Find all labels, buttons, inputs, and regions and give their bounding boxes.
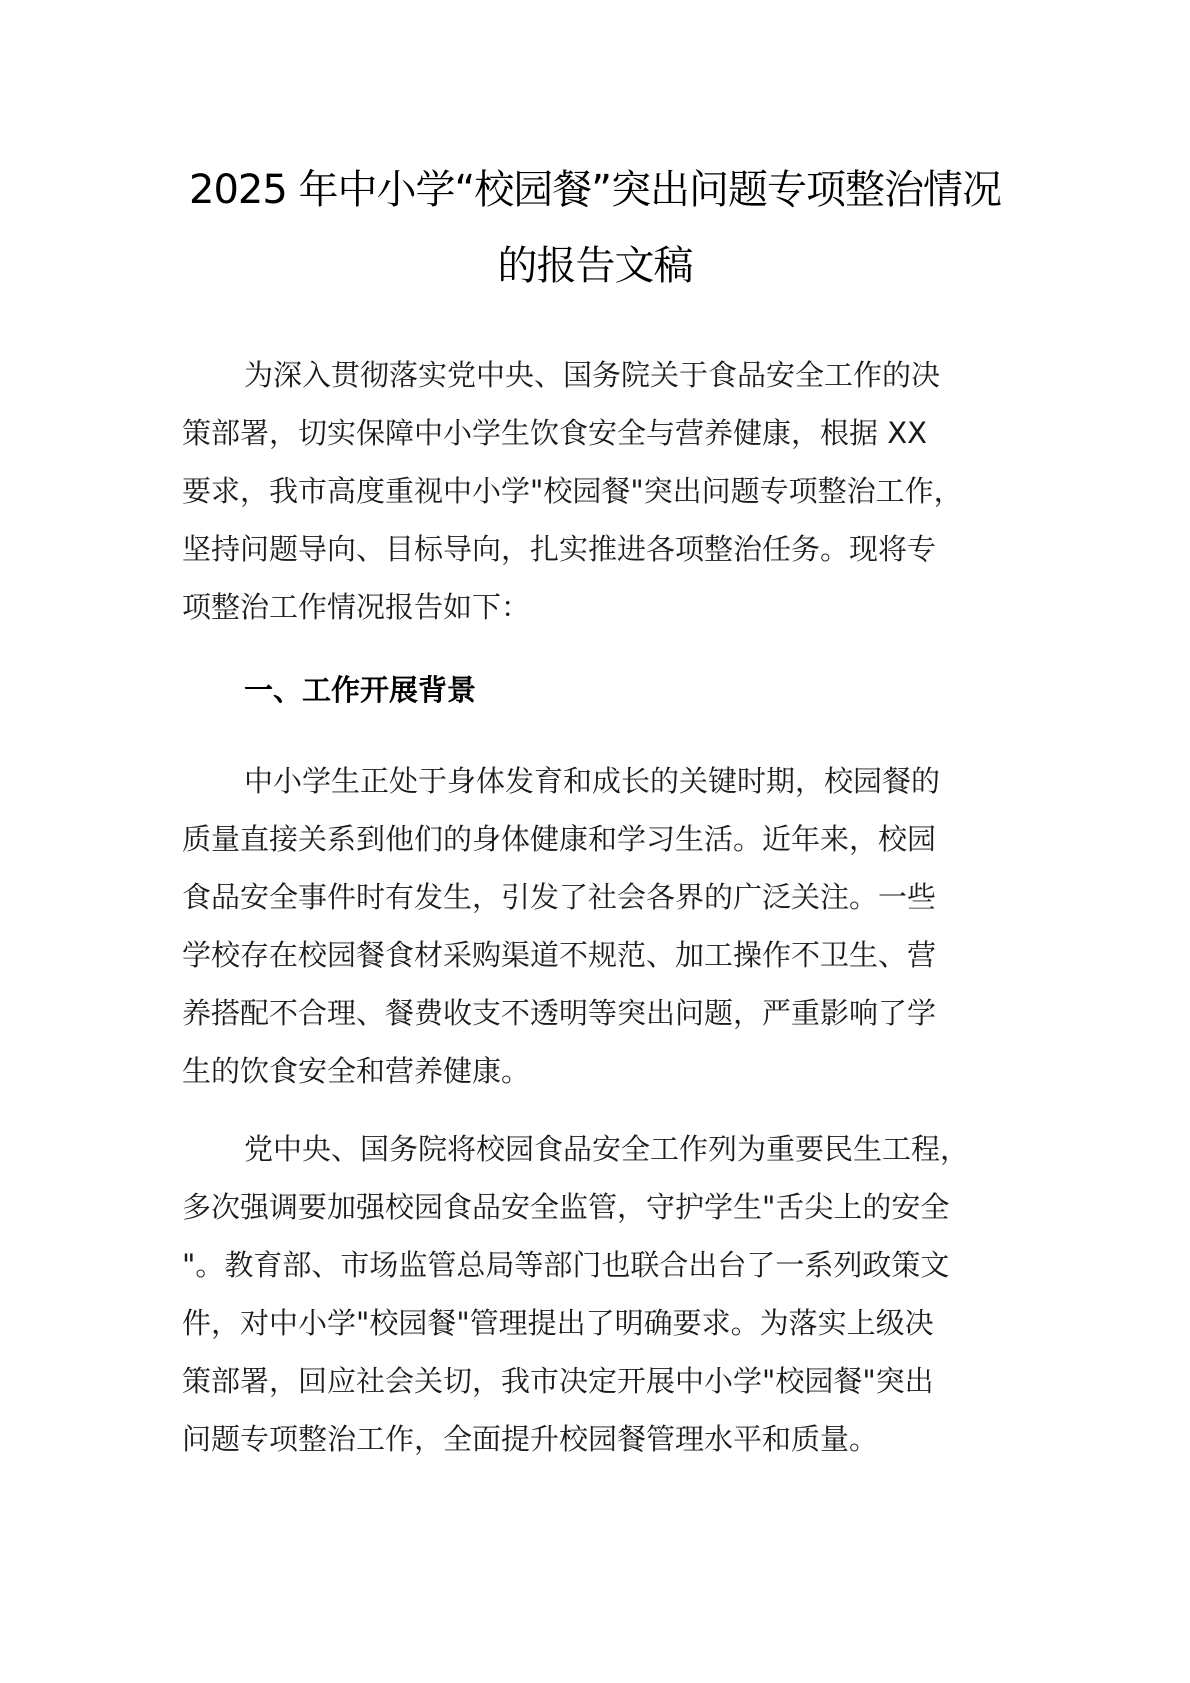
paragraph-line: 养搭配不合理、餐费收支不透明等突出问题，严重影响了学 <box>182 996 937 1030</box>
paragraph-line: 策部署，切实保障中小学生饮食安全与营养健康，根据 XX <box>182 416 927 450</box>
paragraph-line: 问题专项整治工作，全面提升校园餐管理水平和质量。 <box>182 1422 879 1456</box>
paragraph-line: 党中央、国务院将校园食品安全工作列为重要民生工程， <box>244 1132 970 1166</box>
background-paragraph-1 <box>182 752 1012 1100</box>
paragraph-line: 坚持问题导向、目标导向，扎实推进各项整治任务。现将专 <box>182 532 937 566</box>
document-title-line-1: 2025 年中小学“校园餐”突出问题专项整治情况 <box>189 167 1001 213</box>
paragraph-line: 生的饮食安全和营养健康。 <box>182 1054 531 1088</box>
paragraph-line: "。教育部、市场监管总局等部门也联合出台了一系列政策文 <box>182 1248 950 1282</box>
paragraph-line: 项整治工作情况报告如下： <box>182 590 531 624</box>
intro-paragraph <box>182 346 1012 636</box>
paragraph-line: 件，对中小学"校园餐"管理提出了明确要求。为落实上级决 <box>182 1306 934 1340</box>
paragraph-line: 中小学生正处于身体发育和成长的关键时期，校园餐的 <box>244 764 941 798</box>
paragraph-line: 质量直接关系到他们的身体健康和学习生活。近年来，校园 <box>182 822 937 856</box>
section-heading: 一、工作开展背景 <box>244 673 477 707</box>
background-paragraph-2 <box>182 1120 1012 1468</box>
paragraph-line: 食品安全事件时有发生，引发了社会各界的广泛关注。一些 <box>182 880 937 914</box>
paragraph-line: 要求，我市高度重视中小学"校园餐"突出问题专项整治工作， <box>182 474 963 508</box>
paragraph-line: 多次强调要加强校园食品安全监管，守护学生"舌尖上的安全 <box>182 1190 950 1224</box>
paragraph-line: 学校存在校园餐食材采购渠道不规范、加工操作不卫生、营 <box>182 938 937 972</box>
paragraph-line: 为深入贯彻落实党中央、国务院关于食品安全工作的决 <box>244 358 941 392</box>
document-title-line-2: 的报告文稿 <box>497 243 693 289</box>
paragraph-line: 策部署，回应社会关切，我市决定开展中小学"校园餐"突出 <box>182 1364 934 1398</box>
